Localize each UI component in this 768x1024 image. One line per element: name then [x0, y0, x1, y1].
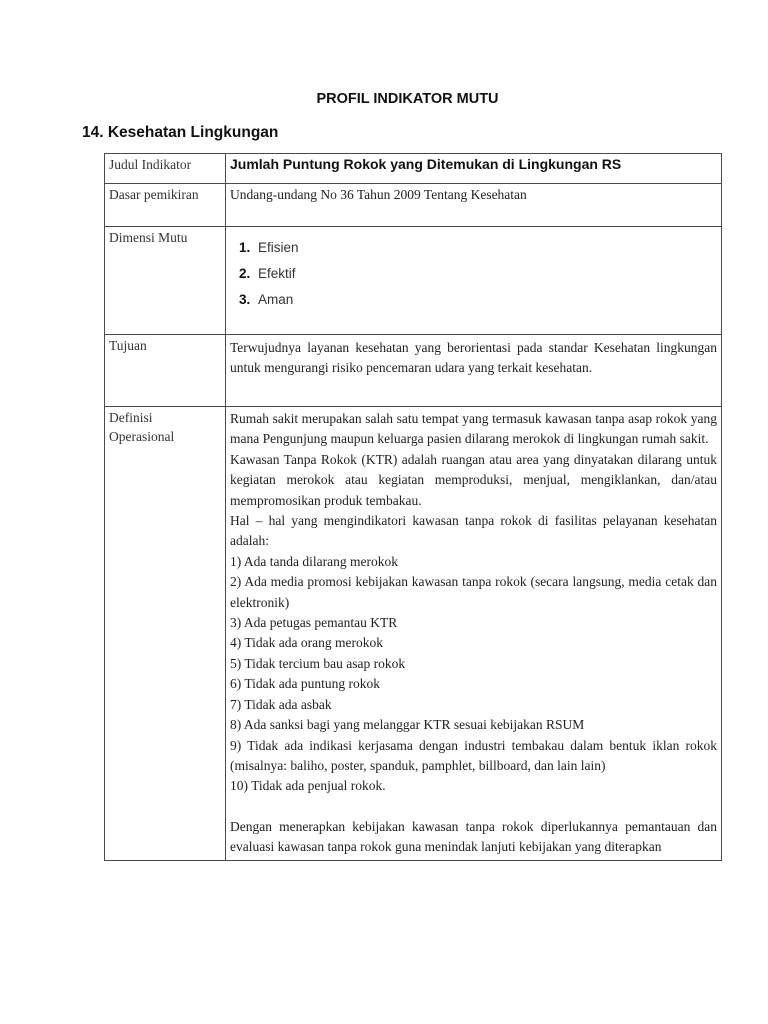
dimensi-mutu-list: [230, 235, 717, 313]
row-tujuan: [105, 335, 722, 407]
value-dasar-pemikiran: Undang-undang No 36 Tahun 2009 Tentang Kesehatan: [226, 184, 722, 227]
indicator-criterion: 10) Tidak ada penjual rokok.: [230, 778, 386, 794]
indicator-criterion: 1) Ada tanda dilarang merokok: [230, 553, 398, 569]
indicator-criterion: 2) Ada media promosi kebijakan kawasan tanpa rokok (secara langsung, media cetak dan elektronik): [230, 574, 717, 610]
definition-paragraph: Hal – hal yang mengindikatori kawasan tanpa rokok di fasilitas pelayanan kesehatan adalah:: [230, 513, 717, 549]
indicator-criterion: 6) Tidak ada puntung rokok: [230, 676, 380, 692]
row-dimensi-mutu: [105, 227, 722, 335]
list-item: 2. Efektif: [254, 261, 717, 287]
document-title: PROFIL INDIKATOR MUTU: [316, 91, 499, 107]
indicator-profile-table: [104, 153, 722, 861]
label-dimensi-mutu: Dimensi Mutu: [105, 227, 226, 335]
row-dasar-pemikiran: [105, 184, 722, 227]
row-definisi-operasional: [105, 407, 722, 861]
value-dimensi-mutu: [226, 227, 722, 335]
definition-closing: Dengan menerapkan kebijakan kawasan tanpa rokok diperlukannya pemantauan dan evaluasi kawasan tanpa rokok guna menindak lanjuti kebijakan yang diterapkan: [230, 818, 717, 855]
row-judul-indikator: [105, 154, 722, 184]
indicator-criterion: 7) Tidak ada asbak: [230, 696, 332, 712]
paragraph-spacer: [230, 797, 717, 817]
definition-paragraph: Rumah sakit merupakan salah satu tempat yang termasuk kawasan tanpa asap rokok yang mana Pengunjung maupun keluarga pasien dilarang merokok di lingkungan rumah sakit.: [230, 411, 717, 447]
indicator-criterion: 9) Tidak ada indikasi kerjasama dengan industri tembakau dalam bentuk iklan rokok (misalnya: baliho, poster, spanduk, pamphlet, billboard, dan lain lain): [230, 737, 717, 773]
label-dasar-pemikiran: Dasar pemikiran: [105, 184, 226, 227]
value-tujuan: Terwujudnya layanan kesehatan yang berorientasi pada standar Kesehatan lingkungan untuk mengurangi risiko pencemaran udara yang terkait kesehatan.: [226, 335, 722, 407]
definition-paragraph: Kawasan Tanpa Rokok (KTR) adalah ruangan atau area yang dinyatakan dilarang untuk kegiatan merokok atau kegiatan memproduksi, menjual, mengiklankan, dan/atau mempromosikan produk tembakau.: [230, 451, 717, 508]
indicator-criterion: 5) Tidak tercium bau asap rokok: [230, 655, 406, 671]
list-item: 1. Efisien: [254, 235, 717, 261]
value-definisi-operasional: [226, 407, 722, 861]
value-judul-indikator: Jumlah Puntung Rokok yang Ditemukan di Lingkungan RS: [226, 154, 722, 184]
indicator-criterion: 4) Tidak ada orang merokok: [230, 635, 383, 651]
label-definisi-operasional: Definisi Operasional: [105, 407, 226, 861]
list-item: 3. Aman: [254, 287, 717, 313]
label-tujuan: Tujuan: [105, 335, 226, 407]
section-heading: 14. Kesehatan Lingkungan: [82, 124, 279, 141]
indicator-criterion: 8) Ada sanksi bagi yang melanggar KTR sesuai kebijakan RSUM: [230, 717, 585, 733]
label-judul-indikator: Judul Indikator: [105, 154, 226, 184]
indicator-criterion: 3) Ada petugas pemantau KTR: [230, 615, 398, 631]
